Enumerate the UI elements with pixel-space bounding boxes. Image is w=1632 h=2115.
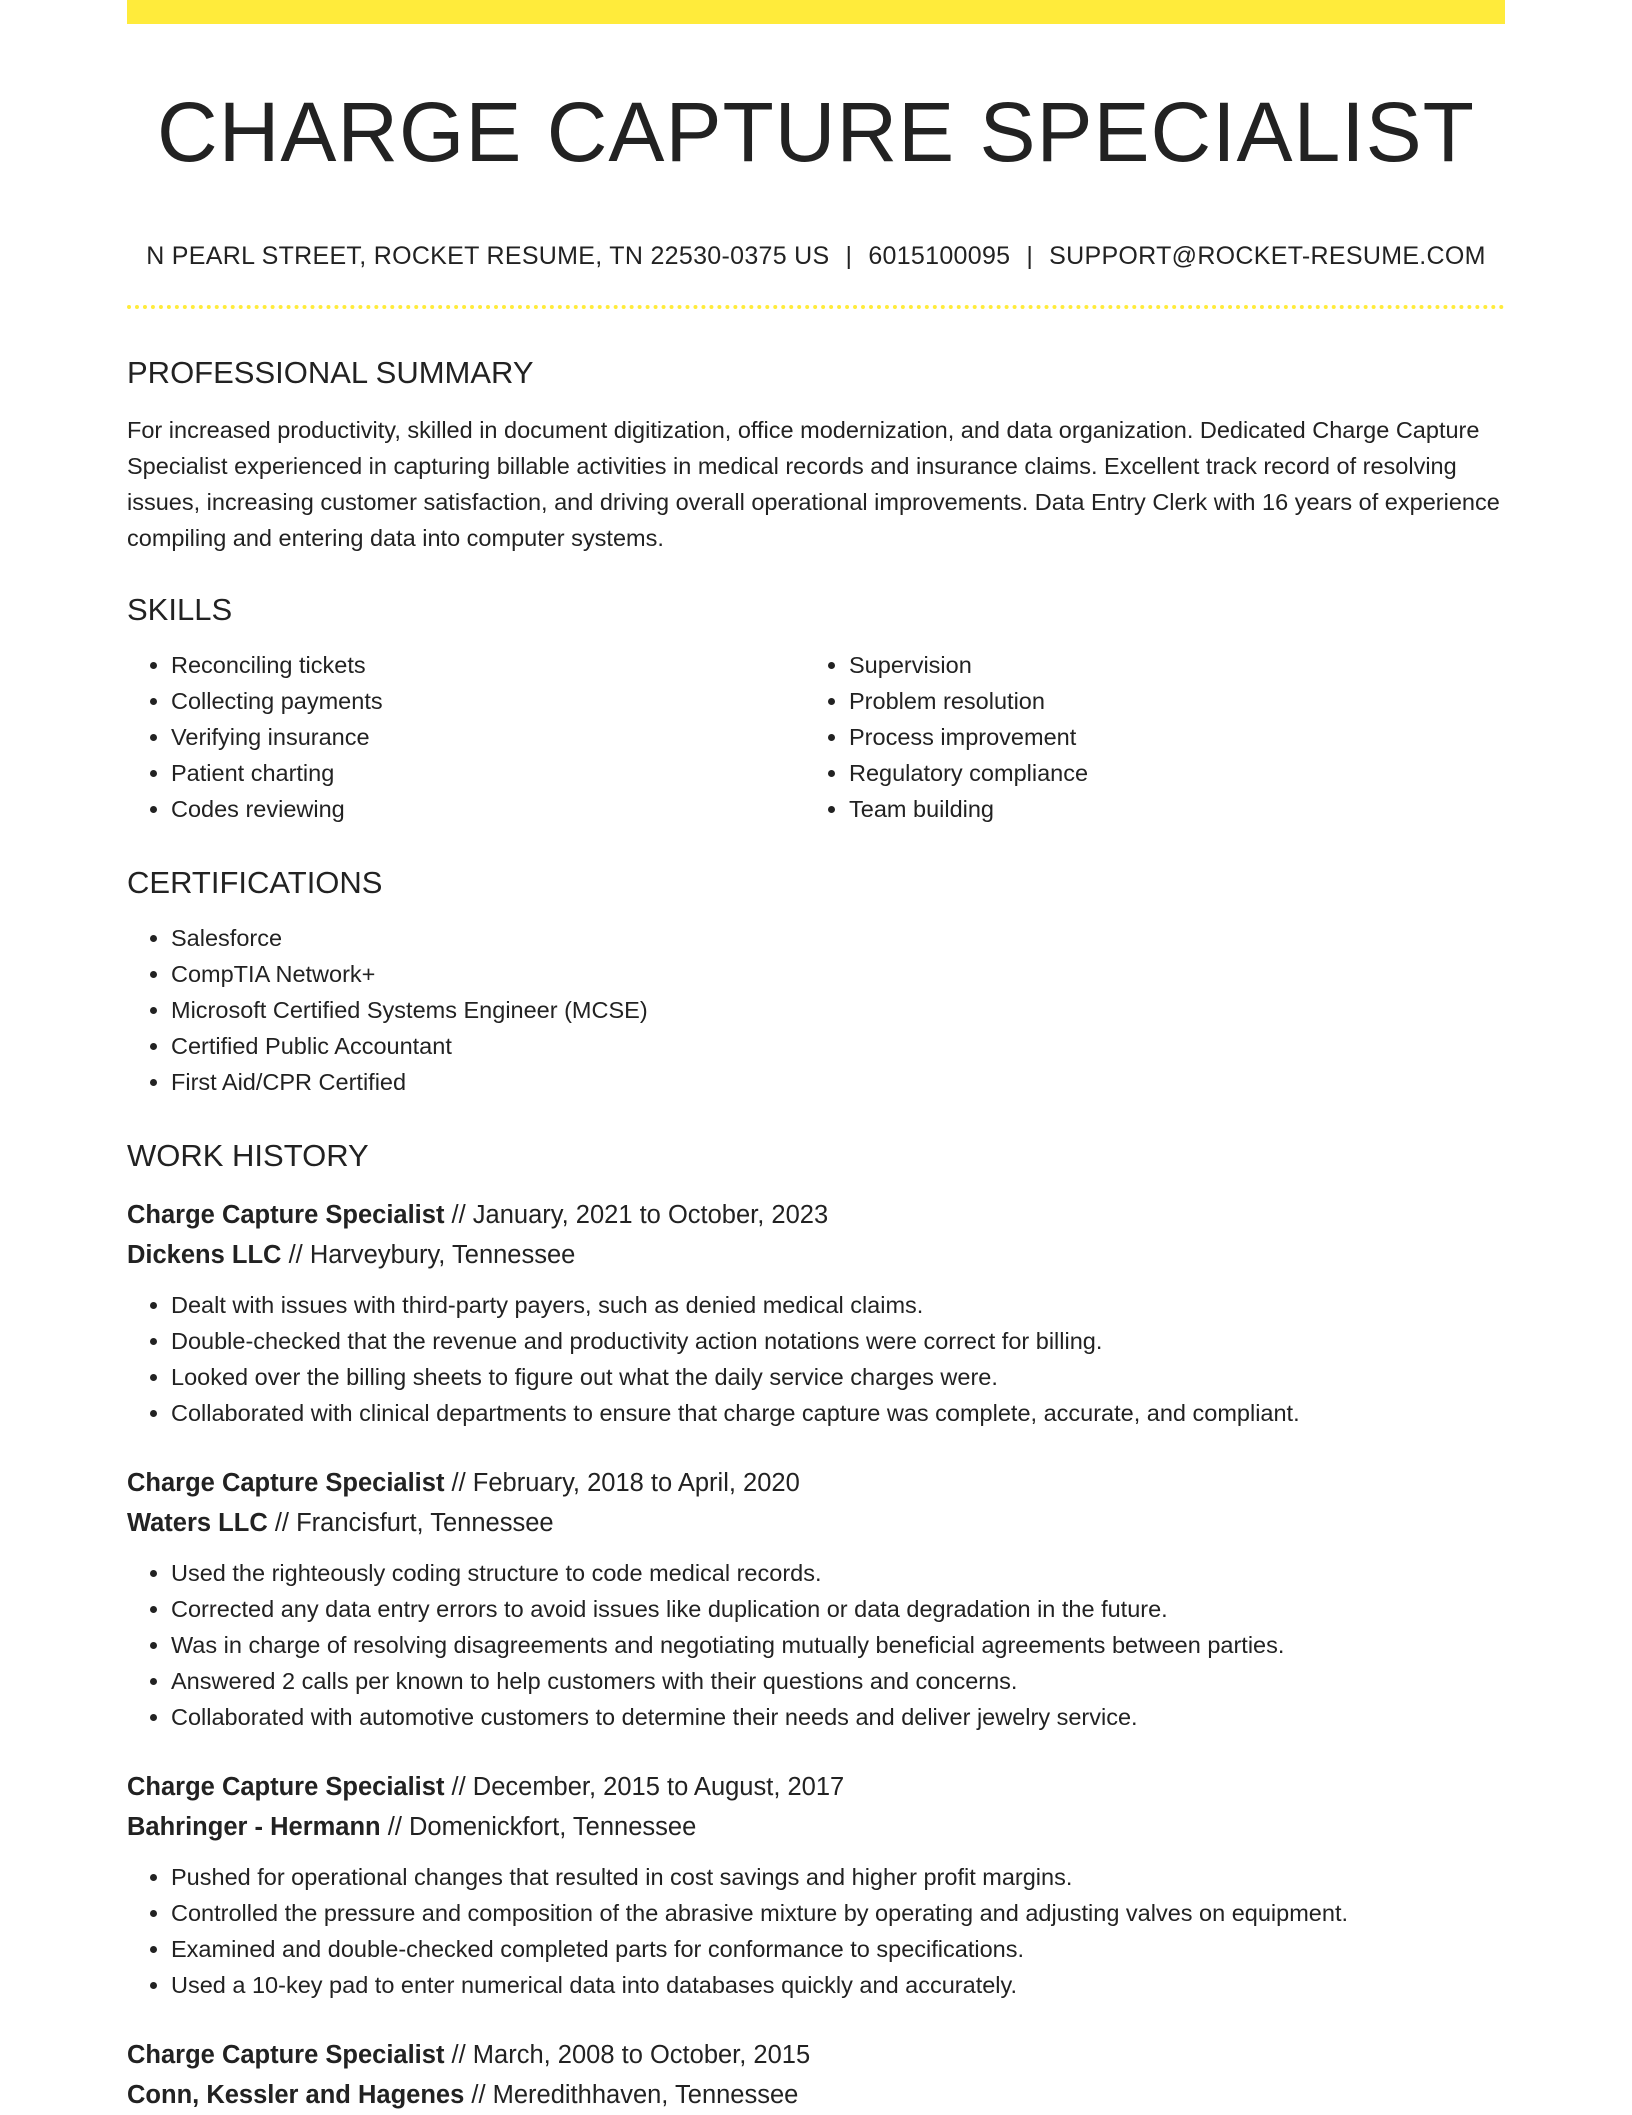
job-dates: // December, 2015 to August, 2017	[451, 1773, 845, 1802]
resume-page	[127, 0, 1505, 2115]
job-title: Charge Capture Specialist	[127, 1773, 445, 1802]
contact-separator: |	[845, 242, 853, 271]
skills-heading: SKILLS	[127, 592, 233, 628]
job-bullet: • Looked over the billing sheets to figure out what the daily service charges were.	[171, 1359, 1505, 1395]
certification-item: • Certified Public Accountant	[171, 1028, 1505, 1064]
skill-item: • Reconciling tickets	[171, 647, 805, 683]
skill-item: • Process improvement	[849, 719, 1483, 755]
skill-item: • Collecting payments	[171, 683, 805, 719]
skills-column-left	[127, 647, 805, 827]
skill-item: • Team building	[849, 791, 1483, 827]
job-location: // Meredithhaven, Tennessee	[471, 2081, 799, 2110]
job-bullet: • Was in charge of resolving disagreements and negotiating mutually beneficial agreements between parties.	[171, 1627, 1505, 1663]
job-bullets	[127, 1287, 1505, 1431]
job-entry	[127, 2035, 1505, 2115]
skill-item: • Patient charting	[171, 755, 805, 791]
contact-separator: |	[1026, 242, 1034, 271]
job-bullets	[127, 1555, 1505, 1735]
skill-item: • Regulatory compliance	[849, 755, 1483, 791]
job-company-line	[127, 1503, 1505, 1543]
resume-name-title: CHARGE CAPTURE SPECIALIST	[157, 85, 1475, 179]
job-title: Charge Capture Specialist	[127, 2041, 445, 2070]
job-company: Waters LLC	[127, 1509, 268, 1538]
certification-item: • First Aid/CPR Certified	[171, 1064, 1505, 1100]
skill-item: • Problem resolution	[849, 683, 1483, 719]
job-title-line	[127, 2035, 1505, 2075]
contact-phone[interactable]: 6015100095	[868, 242, 1011, 271]
job-bullet: • Examined and double-checked completed parts for conformance to specifications.	[171, 1931, 1505, 1967]
job-bullet: • Collaborated with automotive customers to determine their needs and deliver jewelry service.	[171, 1699, 1505, 1735]
job-location: // Francisfurt, Tennessee	[274, 1509, 554, 1538]
job-bullet: • Used the righteously coding structure to code medical records.	[171, 1555, 1505, 1591]
job-title: Charge Capture Specialist	[127, 1201, 445, 1230]
certification-item: • Salesforce	[171, 920, 1505, 956]
job-dates: // January, 2021 to October, 2023	[451, 1201, 829, 1230]
job-bullet: • Dealt with issues with third-party payers, such as denied medical claims.	[171, 1287, 1505, 1323]
job-company: Conn, Kessler and Hagenes	[127, 2081, 465, 2110]
dotted-divider	[127, 305, 1505, 309]
certifications-heading: CERTIFICATIONS	[127, 865, 383, 901]
certification-item: • Microsoft Certified Systems Engineer (MCSE)	[171, 992, 1505, 1028]
job-title-line	[127, 1195, 1505, 1235]
job-bullet: • Pushed for operational changes that resulted in cost savings and higher profit margins.	[171, 1859, 1505, 1895]
certification-item: • CompTIA Network+	[171, 956, 1505, 992]
job-title-line	[127, 1463, 1505, 1503]
job-bullet: • Used a 10-key pad to enter numerical data into databases quickly and accurately.	[171, 1967, 1505, 2003]
job-title: Charge Capture Specialist	[127, 1469, 445, 1498]
job-company: Dickens LLC	[127, 1241, 282, 1270]
job-bullets	[127, 1859, 1505, 2003]
job-location: // Domenickfort, Tennessee	[387, 1813, 697, 1842]
skills-columns	[127, 647, 1505, 827]
job-bullet: • Answered 2 calls per known to help customers with their questions and concerns.	[171, 1663, 1505, 1699]
skill-item: • Verifying insurance	[171, 719, 805, 755]
job-company: Bahringer - Hermann	[127, 1813, 381, 1842]
job-bullet: • Collaborated with clinical departments to ensure that charge capture was complete, accurate, and compliant.	[171, 1395, 1505, 1431]
job-entry	[127, 1195, 1505, 1431]
job-bullet: • Controlled the pressure and composition of the abrasive mixture by operating and adjusting valves on equipment.	[171, 1895, 1505, 1931]
job-bullet: • Corrected any data entry errors to avoid issues like duplication or data degradation in the future.	[171, 1591, 1505, 1627]
job-bullet: • Double-checked that the revenue and productivity action notations were correct for billing.	[171, 1323, 1505, 1359]
skill-item: • Supervision	[849, 647, 1483, 683]
skill-item: • Codes reviewing	[171, 791, 805, 827]
job-entry	[127, 1767, 1505, 2003]
job-location: // Harveybury, Tennessee	[288, 1241, 576, 1270]
summary-text: For increased productivity, skilled in document digitization, office modernization, and data organization. Dedicated Charge Capture Specialist experienced in capturing billable activities in medical records and insurance claims. Excellent track record of resolving issues, increasing customer satisfaction, and driving overall operational improvements. Data Entry Clerk with 16 years of experience compiling and entering data into computer systems.	[127, 417, 1500, 552]
job-title-line	[127, 1767, 1505, 1807]
contact-address: N PEARL STREET, ROCKET RESUME, TN 22530-0375 US	[146, 242, 830, 271]
job-entry	[127, 1463, 1505, 1735]
job-company-line	[127, 1807, 1505, 1847]
contact-email[interactable]: SUPPORT@ROCKET-RESUME.COM	[1049, 242, 1486, 271]
summary-heading: PROFESSIONAL SUMMARY	[127, 355, 534, 391]
skills-column-right	[805, 647, 1483, 827]
work-history-heading: WORK HISTORY	[127, 1138, 369, 1174]
job-company-line	[127, 2075, 1505, 2115]
job-dates: // March, 2008 to October, 2015	[451, 2041, 811, 2070]
accent-top-bar	[127, 0, 1505, 24]
certifications-list	[127, 920, 1505, 1100]
job-company-line	[127, 1235, 1505, 1275]
contact-line	[127, 242, 1505, 271]
job-dates: // February, 2018 to April, 2020	[451, 1469, 800, 1498]
